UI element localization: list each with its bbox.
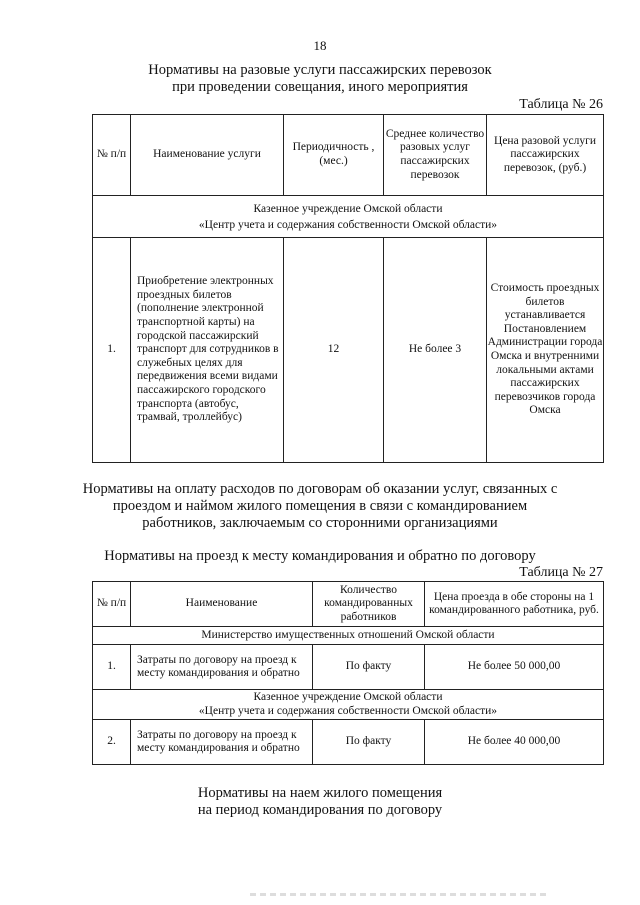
group-line1: Казенное учреждение Омской области: [253, 202, 443, 215]
table26-title-line2: при проведении совещания, иного мероприятия: [172, 79, 468, 95]
row-num: 1.: [93, 645, 131, 690]
table26-title: [60, 62, 580, 96]
group-cell: [93, 196, 604, 238]
table26-header-row: [93, 115, 604, 196]
section2-title-line2: проездом и наймом жилого помещения в связи с командированием: [112, 498, 528, 514]
row-price: Не более 40 000,00: [425, 720, 604, 765]
section4-title-line2: на период командирования по договору: [197, 802, 443, 818]
row-avg-count: Не более 3: [384, 238, 487, 463]
table27-group-row-2: [93, 690, 604, 720]
row-count: По факту: [313, 720, 425, 765]
section2-title-line1: Нормативы на оплату расходов по договорам об оказании услуг, связанных с: [82, 481, 558, 497]
row-name: Затраты по договору на проезд к месту командирования и обратно: [131, 720, 313, 765]
header-price: Цена разовой услуги пассажирских перевозок, (руб.): [487, 115, 604, 196]
row-price: Стоимость проездных билетов устанавливается Постановлением Администрации города Омска и внутренними локальными актами пассажирских перевозчиков города Омска: [487, 238, 604, 463]
row-num: 2.: [93, 720, 131, 765]
header-period: Периодичность , (мес.): [284, 115, 384, 196]
table27-title: [60, 548, 580, 565]
table27-group-row-1: [93, 627, 604, 645]
row-period: 12: [284, 238, 384, 463]
header-avg-count: Среднее количество разовых услуг пассажирских перевозок: [384, 115, 487, 196]
table27-title-line: Нормативы на проезд к месту командирования и обратно по договору: [104, 548, 536, 564]
group1-cell: Министерство имущественных отношений Омской области: [93, 627, 604, 645]
group-line2: «Центр учета и содержания собственности Омской области»: [198, 218, 498, 231]
header-num: № п/п: [93, 115, 131, 196]
header-service-name: Наименование услуги: [131, 115, 284, 196]
page-number: 18: [313, 38, 327, 53]
header-name: Наименование: [131, 582, 313, 627]
table-26: [92, 114, 604, 463]
table27-label: Таблица № 27: [519, 565, 603, 580]
row-service-name: Приобретение электронных проездных билетов (пополнение электронной транспортной карты) на городской пассажирский транспорт для сотрудников в служебных целях для передвижения всеми видами пассажирского городского транспорта (автобус, трамвай, троллейбус): [131, 238, 284, 463]
scan-artifact: [250, 893, 550, 896]
row-num: 1.: [93, 238, 131, 463]
header-price: Цена проезда в обе стороны на 1 командированного работника, руб.: [425, 582, 604, 627]
row-count: По факту: [313, 645, 425, 690]
table26-title-line1: Нормативы на разовые услуги пассажирских перевозок: [148, 62, 492, 78]
group2-line1: Казенное учреждение Омской области: [253, 691, 443, 704]
group2-cell: [93, 690, 604, 720]
group2-line2: «Центр учета и содержания собственности Омской области»: [198, 704, 498, 717]
table-row: [93, 238, 604, 463]
table26-label: Таблица № 26: [519, 97, 603, 112]
section2-title-line3: работников, заключаемым со сторонними организациями: [142, 515, 498, 531]
section4-title-line1: Нормативы на наем жилого помещения: [197, 785, 443, 801]
table-row: [93, 720, 604, 765]
section4-title: [60, 785, 580, 819]
section2-title: [60, 481, 580, 532]
table-row: [93, 645, 604, 690]
table26-group-row: [93, 196, 604, 238]
table-27: [92, 581, 604, 765]
row-price: Не более 50 000,00: [425, 645, 604, 690]
header-num: № п/п: [93, 582, 131, 627]
header-count: Количество командированных работников: [313, 582, 425, 627]
table27-header-row: [93, 582, 604, 627]
row-name: Затраты по договору на проезд к месту командирования и обратно: [131, 645, 313, 690]
